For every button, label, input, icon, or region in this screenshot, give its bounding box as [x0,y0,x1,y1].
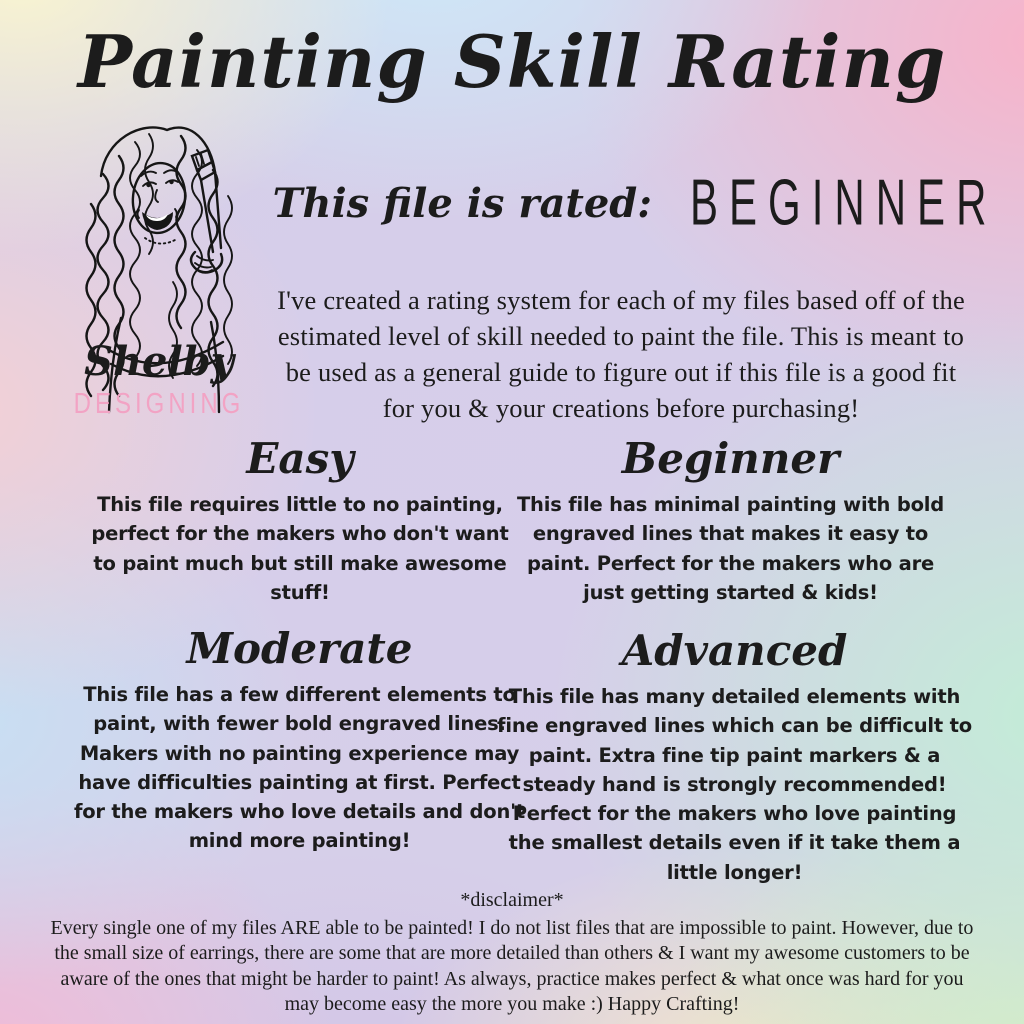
skill-section-beginner [508,434,953,607]
skill-heading-advanced: Advanced [621,626,848,675]
skill-section-moderate [62,624,537,856]
skill-section-advanced [492,626,977,887]
skill-heading-beginner: Beginner [621,434,840,483]
skill-body-moderate: This file has a few different elements to paint, with fewer bold engraved lines. Makers with no painting experience may have difficulties painting at first. Perfect for the makers who love details and don't mind more painting! [73,683,526,853]
disclaimer-body: Every single one of my files ARE able to be painted! I do not list files that are impossible to paint. However, due to the small size of earrings, there are some that are more detailed than others & I want my awesome customers to be aware of the ones that might be harder to paint! As always, practice makes perfect & what once was hard for you may become easy the more you make :) Happy Crafting! [50,916,974,1016]
disclaimer-title: *disclaimer* [460,889,564,911]
logo-script-text: Shelby [84,338,234,385]
skill-body-easy: This file requires little to no painting, perfect for the makers who don't want to paint much but still make awesome stuff! [91,493,509,604]
brand-logo [45,112,273,446]
page-title: Painting Skill Rating [77,19,947,104]
disclaimer [48,888,976,1018]
paintbrush-icon [191,150,222,273]
rating-row [272,158,998,248]
rated-value: BEGINNER [690,165,998,239]
rated-label: This file is rated: [272,179,653,227]
skill-heading-easy: Easy [246,434,354,483]
skill-body-beginner: This file has minimal painting with bold engraved lines that makes it easy to paint. Perfect for the makers who are just getting started & kids! [516,493,945,604]
intro-paragraph: I've created a rating system for each of my files based off of the estimated level of skill needed to paint the file. This is meant to be used as a general guide to figure out if this file is a good fit for you & your creations before purchasing! [277,285,965,424]
skill-section-easy [80,434,520,607]
skill-body-advanced: This file has many detailed elements with fine engraved lines which can be difficult to paint. Extra fine tip paint markers & a steady hand is strongly recommended! Perfect for the makers who love painting the smallest details even if it take them a little longer! [497,685,972,884]
logo-caps-text: DESIGNING [73,388,245,420]
skill-heading-moderate: Moderate [186,624,413,673]
